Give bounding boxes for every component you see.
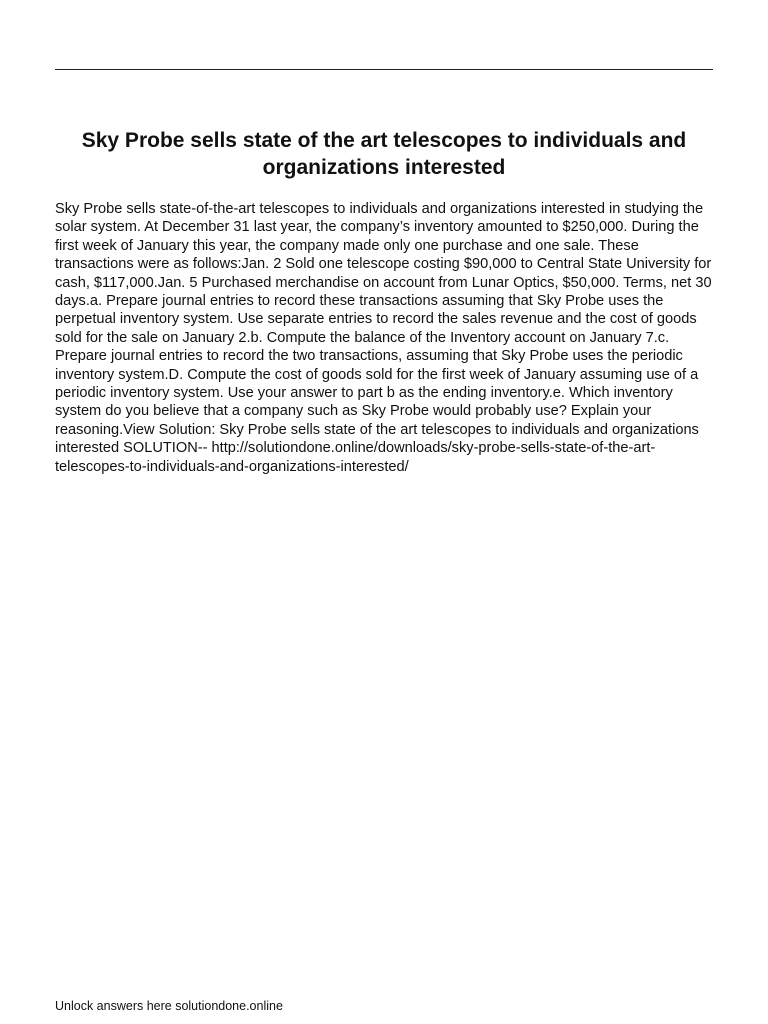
- footer-text: Unlock answers here solutiondone.online: [55, 999, 283, 1013]
- document-body: Sky Probe sells state-of-the-art telescopes to individuals and organizations interested in studying the solar system. At December 31 last year, the company’s inventory amounted to $250,000. During the first week of January this year, the company made only one purchase and one sale. These transactions were as follows:Jan. 2 Sold one telescope costing $90,000 to Central State University for cash, $117,000.Jan. 5 Purchased merchandise on account from Lunar Optics, $50,000. Terms, net 30 days.a. Prepare journal entries to record these transactions assuming that Sky Probe uses the perpetual inventory system. Use separate entries to record the sales revenue and the cost of goods sold for the sale on January 2.b. Compute the balance of the Inventory account on January 7.c. Prepare journal entries to record the two transactions, assuming that Sky Probe uses the periodic inventory system.D. Compute the cost of goods sold for the first week of January assuming use of a periodic inventory system. Use your answer to part b as the ending inventory.e. Which inventory system do you believe that a company such as Sky Probe would probably use? Explain your reasoning.View Solution: Sky Probe sells state of the art telescopes to individuals and organizations interested SOLUTION-- http://solutiondone.online/downloads/sky-probe-sells-state-of-the-art-telescopes-to-individuals-and-organizations-interested/: [55, 201, 712, 475]
- document-title: Sky Probe sells state of the art telescopes to individuals and organizations interested: [81, 129, 687, 179]
- header-divider: [55, 69, 713, 70]
